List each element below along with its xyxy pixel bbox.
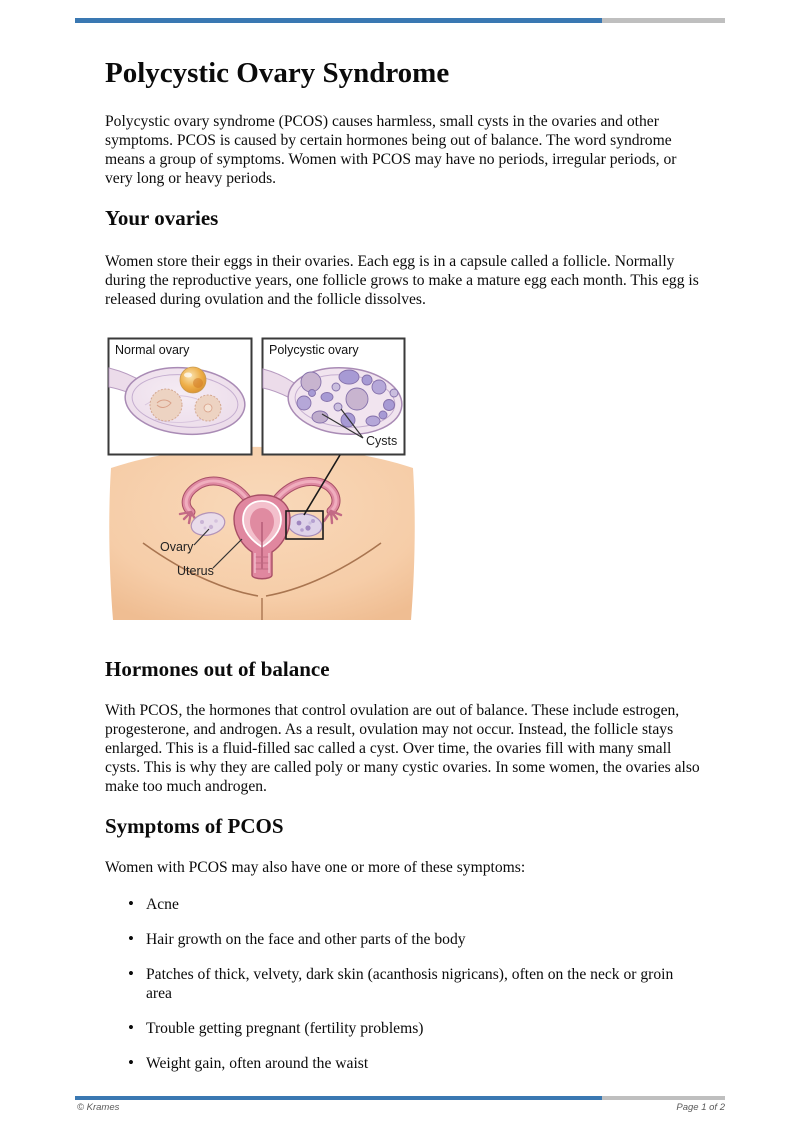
list-item: • Trouble getting pregnant (fertility problems): [105, 1019, 701, 1038]
heading-symptoms: Symptoms of PCOS: [105, 814, 284, 838]
footer-copyright: © Krames: [77, 1102, 120, 1113]
polycystic-ovary-inset: [263, 339, 405, 455]
accent-bar-blue-segment: [75, 18, 602, 23]
normal-ovary-inset: [109, 339, 252, 455]
symptoms-lead-paragraph: Women with PCOS may also have one or more of these symptoms:: [105, 859, 526, 876]
heading-hormones: Hormones out of balance: [105, 657, 330, 681]
symptom-list: [105, 895, 701, 1089]
footer-accent-bar: [75, 1096, 725, 1100]
footer-bar-blue-segment: [75, 1096, 602, 1100]
heading-your-ovaries: Your ovaries: [105, 206, 219, 230]
list-item: • Weight gain, often around the waist: [105, 1054, 701, 1073]
list-item: • Hair growth on the face and other parts of the body: [105, 930, 701, 949]
intro-paragraph: Polycystic ovary syndrome (PCOS) causes harmless, small cysts in the ovaries and other symptoms. PCOS is caused by certain hormones being out of balance. The word syndrome means a group of symptoms. Women with PCOS may have no periods, irregular periods, or very long or heavy periods.: [105, 113, 677, 187]
top-accent-bar: [75, 18, 725, 23]
ovary-label: Ovary: [160, 540, 194, 554]
polycystic-ovary-label: Polycystic ovary: [269, 343, 359, 357]
footer-page-number: Page 1 of 2: [676, 1102, 725, 1113]
list-item: • Patches of thick, velvety, dark skin (acanthosis nigricans), often on the neck or groin area: [105, 965, 701, 1003]
cysts-label: Cysts: [366, 434, 398, 448]
list-item: • Acne: [105, 895, 701, 914]
page-title: Polycystic Ovary Syndrome: [105, 57, 450, 89]
hormones-paragraph: With PCOS, the hormones that control ovulation are out of balance. These include estrogen, progesterone, and androgen. As a result, ovulation may not occur. Instead, the follicle stays enlarged. This is a fluid-filled sac called a cyst. Over time, the ovaries fill with many small cysts. This is why they are called poly or many cystic ovaries. In some women, the ovaries also make too much androgen.: [105, 702, 700, 795]
footer-bar-gray-segment: [602, 1096, 725, 1100]
anatomy-figure: [105, 335, 420, 620]
your-ovaries-paragraph: Women store their eggs in their ovaries. Each egg is in a capsule called a follicle. Normally during the reproductive years, one follicle grows to make a mature egg each month. This egg is released during ovulation and the follicle dissolves.: [105, 253, 699, 308]
normal-ovary-label: Normal ovary: [115, 343, 190, 357]
uterus-label: Uterus: [177, 564, 214, 578]
egg-follicle: [180, 367, 206, 393]
accent-bar-gray-segment: [602, 18, 725, 23]
